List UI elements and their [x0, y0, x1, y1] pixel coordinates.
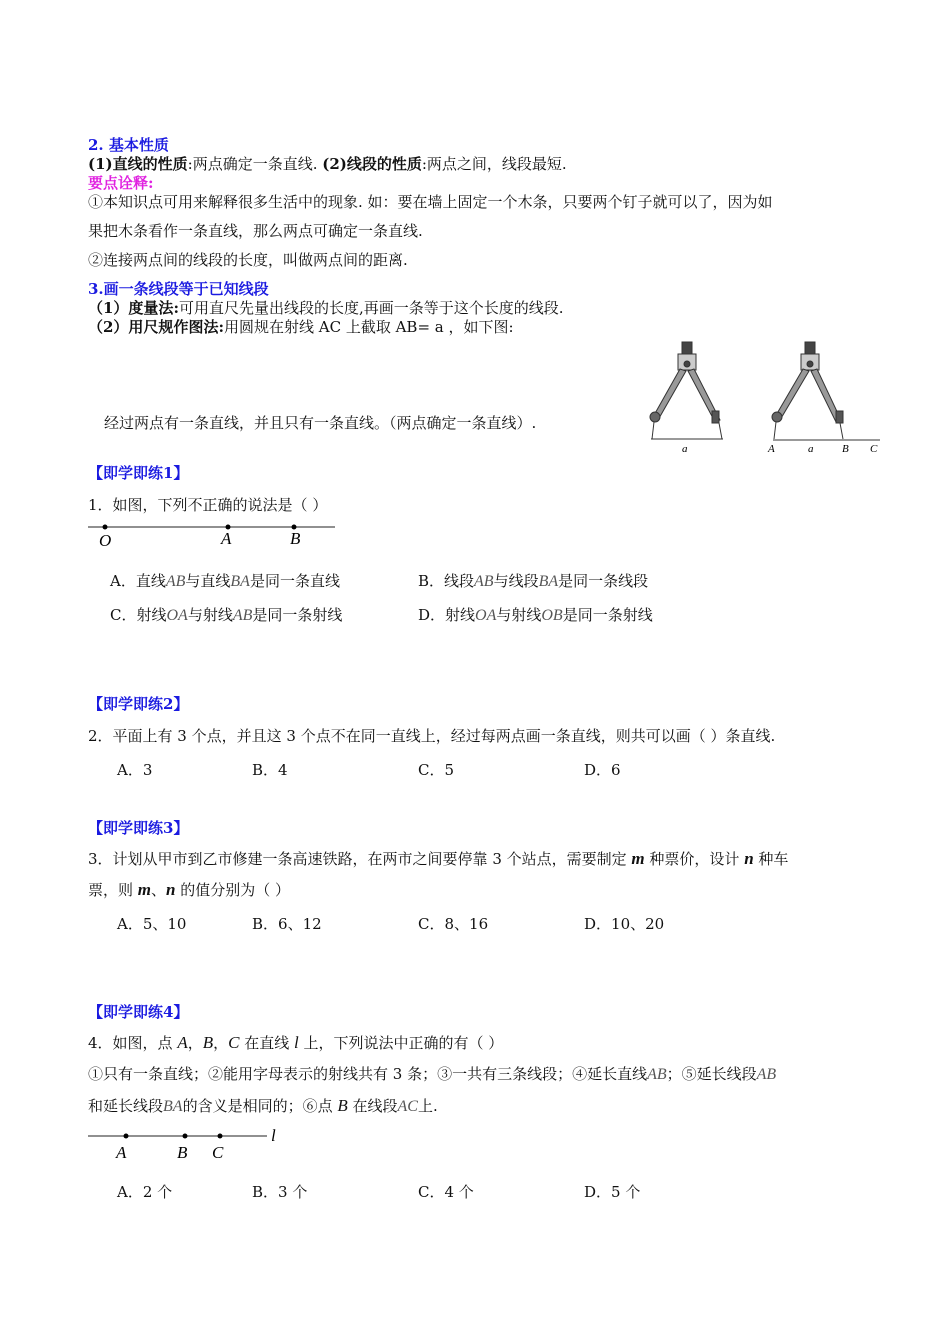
compass-left [650, 342, 722, 439]
answer-option [418, 604, 653, 625]
answer-option [252, 913, 322, 934]
label-C: C [212, 1143, 224, 1162]
text-line [88, 318, 514, 336]
answer-option [584, 1181, 640, 1202]
text-segment: C [228, 1033, 240, 1052]
point-C [218, 1134, 223, 1139]
text-segment: B．线段 [418, 572, 475, 590]
text-segment: A．3 [117, 761, 153, 779]
text-segment: D．射线 [418, 606, 476, 624]
answer-option [418, 1181, 474, 1202]
text-segment: OA [166, 607, 188, 624]
answer-option [252, 1181, 307, 1202]
point-B [183, 1134, 188, 1139]
label-B: B [290, 529, 301, 548]
text-segment: 与射线 [496, 606, 542, 624]
point-A [124, 1134, 129, 1139]
text-line [88, 1097, 438, 1116]
answer-option [418, 570, 648, 591]
text-line [88, 1034, 503, 1052]
answer-option [252, 759, 288, 780]
answer-option [584, 913, 664, 934]
label-O: O [99, 531, 112, 550]
text-segment: 1．如图，下列不正确的说法是（ ） [88, 496, 328, 514]
text-line [88, 881, 290, 899]
text-segment: 是同一条线段 [558, 572, 649, 590]
label-A: A [768, 443, 775, 455]
text-segment: 是同一条射线 [562, 606, 653, 624]
text-segment: :两点确定一条直线. [187, 155, 323, 173]
text-segment: (1)直线的性质 [88, 155, 188, 173]
label-A: A [116, 1143, 127, 1162]
compass-figure [640, 335, 890, 460]
text-segment: AB [232, 607, 253, 624]
text-segment: 4．如图，点 [88, 1034, 178, 1052]
text-segment: 在直线 [239, 1034, 295, 1052]
text-line [88, 222, 423, 240]
text-segment: OB [541, 607, 563, 624]
label-C: C [870, 443, 878, 455]
text-segment: （2）用尺规作图法: [88, 318, 224, 336]
text-segment: 是同一条射线 [252, 606, 343, 624]
text-segment: 在线段 [347, 1097, 398, 1115]
text-segment: C．5 [418, 761, 455, 779]
text-segment: B．4 [252, 761, 288, 779]
text-segment: (2)线段的性质 [322, 155, 422, 173]
text-segment: B．3 个 [252, 1183, 308, 1201]
text-segment: l [294, 1033, 299, 1052]
text-segment: B [202, 1033, 214, 1052]
text-segment: B [337, 1096, 348, 1115]
text-segment: 【即学即练4】 [88, 1003, 189, 1021]
text-segment: AC [397, 1098, 418, 1115]
text-segment: ， [213, 1034, 229, 1052]
text-segment: C．8、16 [418, 915, 489, 933]
text-segment: ②连接两点间的线段的长度，叫做两点间的距离. [88, 251, 408, 269]
text-line [88, 136, 169, 154]
text-line [88, 280, 269, 298]
answer-option [117, 1181, 172, 1202]
text-segment: A．直线 [110, 572, 166, 590]
label-B: B [842, 443, 849, 455]
text-segment: 上，下列说法中正确的有（ ） [298, 1034, 504, 1052]
text-segment: AB [165, 573, 186, 590]
text-segment: AB [474, 573, 494, 590]
text-line [88, 695, 188, 713]
text-segment: A．2 个 [117, 1183, 173, 1201]
text-segment: C．射线 [110, 606, 167, 624]
text-segment: 种车 [753, 850, 789, 868]
point-O [103, 525, 108, 530]
text-line [88, 155, 567, 173]
text-segment: 【即学即练2】 [88, 695, 189, 713]
text-segment: m [137, 880, 152, 899]
text-line [88, 1065, 776, 1084]
text-segment: n [166, 880, 176, 899]
text-segment: A [177, 1033, 188, 1052]
figure-q1 [85, 518, 345, 552]
text-segment: 经过两点有一条直线，并且只有一条直线。（两点确定一条直线）. [104, 414, 537, 432]
text-segment: ①本知识点可用来解释很多生活中的现象. 如：要在墙上固定一个木条，只要两个钉子就可以了，因为如 [88, 193, 773, 211]
figure-q4 [85, 1126, 285, 1162]
answer-option [110, 604, 342, 625]
text-segment: 与射线 [187, 606, 233, 624]
text-line [88, 464, 188, 482]
answer-option [418, 759, 454, 780]
text-segment: 【即学即练1】 [88, 464, 189, 482]
text-segment: 2. 基本性质 [88, 136, 169, 154]
answer-option [117, 913, 186, 934]
text-segment: :两点之间，线段最短. [421, 155, 567, 173]
text-segment: BA [538, 573, 559, 590]
text-segment: 用圆规在射线 AC 上截取 AB= a ，如下图: [223, 318, 514, 336]
text-segment: BA [163, 1098, 183, 1115]
text-segment: ， [187, 1034, 203, 1052]
text-segment: ；⑤延长线段 [666, 1065, 757, 1083]
text-segment: 与直线 [185, 572, 231, 590]
text-segment: 3.画一条线段等于已知线段 [88, 280, 269, 298]
text-segment: 果把木条看作一条直线，那么两点可确定一条直线. [88, 222, 423, 240]
text-segment: 2．平面上有 3 个点，并且这 3 个点不在同一直线上，经过每两点画一条直线，则共可以画（ ）条直线. [88, 727, 776, 745]
text-segment: 可用直尺先量出线段的长度,再画一条等于这个长度的线段. [178, 299, 564, 317]
text-segment: D．10、20 [584, 915, 665, 933]
text-line [88, 299, 564, 317]
text-line [88, 819, 188, 837]
text-segment: 是同一条直线 [249, 572, 340, 590]
answer-option [117, 759, 152, 780]
text-segment: C．4 个 [418, 1183, 474, 1201]
text-segment: ①只有一条直线；②能用字母表示的射线共有 3 条；③一共有三条线段；④延长直线 [88, 1065, 648, 1083]
text-line [88, 850, 788, 868]
text-segment: 、 [151, 881, 167, 899]
compass-right [772, 342, 843, 439]
text-segment: 要点诠释: [88, 174, 154, 192]
text-segment: 上. [417, 1097, 438, 1115]
answer-option [584, 759, 621, 780]
label-B: B [177, 1143, 188, 1162]
text-line [88, 251, 408, 269]
text-line [88, 174, 154, 192]
text-line [88, 496, 327, 514]
answer-option [110, 570, 340, 591]
text-segment: AB [756, 1066, 777, 1083]
text-segment: n [744, 849, 754, 868]
text-segment: m [631, 849, 645, 868]
text-segment: 与线段 [493, 572, 539, 590]
text-segment: AB [647, 1066, 667, 1083]
text-line [88, 1003, 188, 1021]
answer-option [418, 913, 488, 934]
text-segment: B．6、12 [252, 915, 322, 933]
text-segment: D．5 个 [584, 1183, 641, 1201]
text-segment: （1）度量法: [88, 299, 179, 317]
text-segment: 3．计划从甲市到乙市修建一条高速铁路，在两市之间要停靠 3 个站点，需要制定 [88, 850, 632, 868]
text-segment: 和延长线段 [88, 1097, 164, 1115]
text-line [88, 193, 773, 211]
text-segment: 票，则 [88, 881, 138, 899]
text-segment: 【即学即练3】 [88, 819, 189, 837]
text-segment: BA [230, 573, 250, 590]
text-segment: 的含义是相同的；⑥点 [182, 1097, 338, 1115]
label-A: A [221, 529, 232, 548]
text-segment: D．6 [584, 761, 621, 779]
text-segment: 种票价，设计 [644, 850, 745, 868]
label-l: l [271, 1126, 276, 1145]
text-line [104, 414, 536, 432]
label-a2: a [808, 443, 814, 455]
label-a: a [682, 443, 688, 455]
text-segment: 的值分别为（ ） [175, 881, 291, 899]
text-line [88, 727, 775, 745]
text-segment: OA [475, 607, 497, 624]
text-segment: A．5、10 [117, 915, 187, 933]
